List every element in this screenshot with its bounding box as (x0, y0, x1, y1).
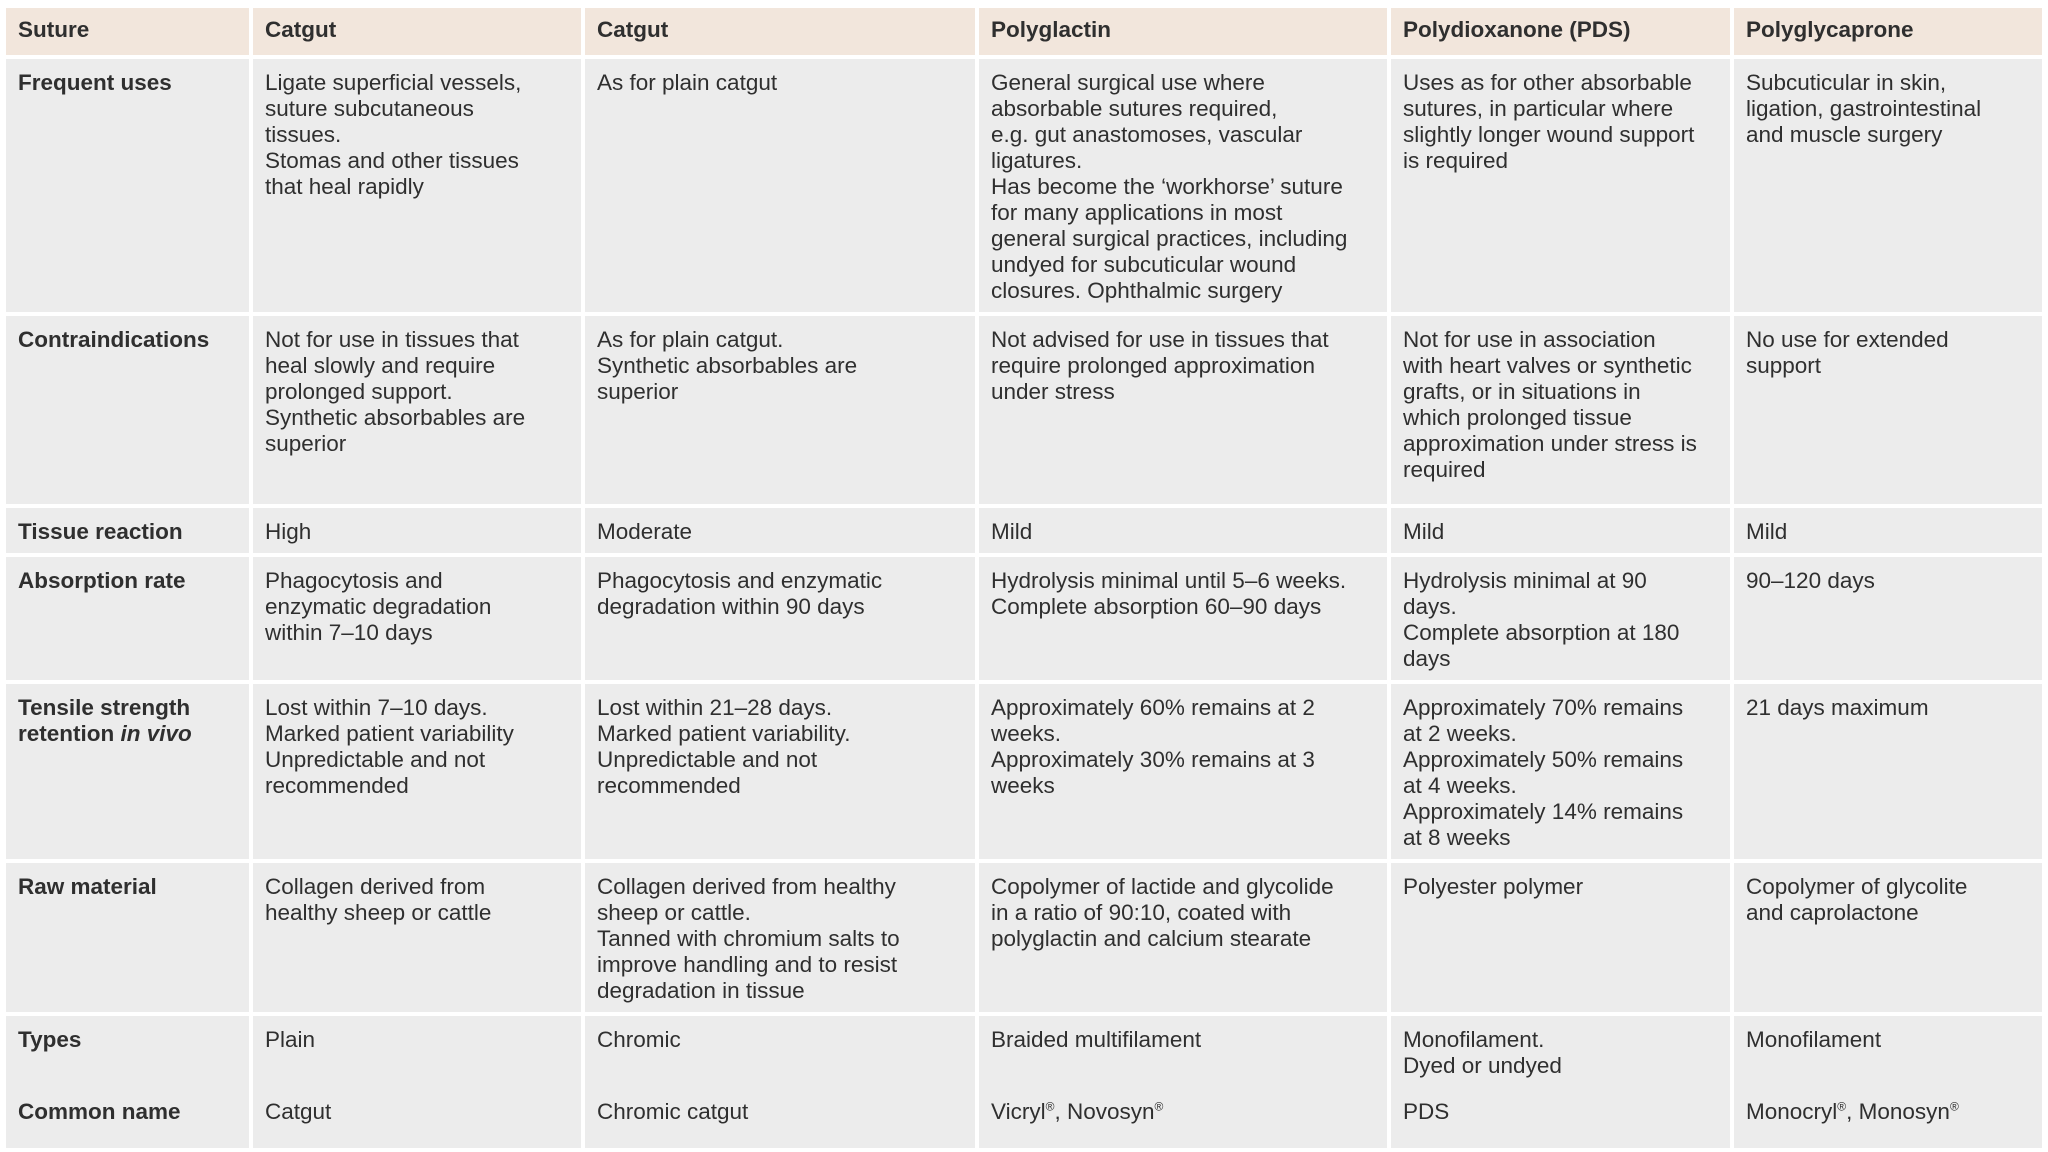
registered-mark: ® (1837, 1099, 1847, 1114)
row-common-name (6, 1088, 2042, 1148)
header-suture: Suture (6, 8, 251, 57)
brand-novosyn: , Novosyn (1054, 1099, 1155, 1124)
table-cell: Not advised for use in tissues that require prolonged approximation under stress (977, 314, 1389, 506)
table-cell: Chromic catgut (583, 1088, 977, 1148)
table-cell: 90–120 days (1732, 555, 2042, 682)
table-cell: Plain (251, 1014, 583, 1088)
row-contraindications (6, 314, 2042, 506)
brand-monocryl: Monocryl (1746, 1099, 1838, 1124)
table-cell: 21 days maximum (1732, 682, 2042, 861)
row-label: Raw material (6, 861, 251, 1014)
table-cell: Copolymer of glycolite and caprolactone (1732, 861, 2042, 1014)
row-types (6, 1014, 2042, 1088)
table-cell (1732, 1088, 2042, 1148)
table-cell: General surgical use where absorbable sutures required, e.g. gut anastomoses, vascular ligatures. Has become the ‘workhorse’ suture for many applications in most general surgical practices, including undyed for subcuticular wound closures. Ophthalmic surgery (977, 57, 1389, 314)
table-cell: Hydrolysis minimal until 5–6 weeks. Complete absorption 60–90 days (977, 555, 1389, 682)
row-label: Tensile strength retention in vivo (6, 682, 251, 861)
table-cell: Lost within 21–28 days. Marked patient variability. Unpredictable and not recommended (583, 682, 977, 861)
brand-monosyn: , Monosyn (1846, 1099, 1950, 1124)
header-catgut-plain: Catgut (251, 8, 583, 57)
table-cell: No use for extended support (1732, 314, 2042, 506)
table-cell: Monofilament (1732, 1014, 2042, 1088)
table-cell: Approximately 60% remains at 2 weeks. Approximately 30% remains at 3 weeks (977, 682, 1389, 861)
header-polyglycaprone: Polyglycaprone (1732, 8, 2042, 57)
table-cell: Uses as for other absorbable sutures, in particular where slightly longer wound support is required (1389, 57, 1732, 314)
table-cell: Catgut (251, 1088, 583, 1148)
row-label: Contraindications (6, 314, 251, 506)
table-cell: Chromic (583, 1014, 977, 1088)
brand-vicryl: Vicryl (991, 1099, 1046, 1124)
row-label: Types (6, 1014, 251, 1088)
table-cell: Hydrolysis minimal at 90 days. Complete absorption at 180 days (1389, 555, 1732, 682)
table-cell: As for plain catgut (583, 57, 977, 314)
row-label: Common name (6, 1088, 251, 1148)
table-cell: Lost within 7–10 days. Marked patient variability Unpredictable and not recommended (251, 682, 583, 861)
row-frequent-uses (6, 57, 2042, 314)
table-cell: Collagen derived from healthy sheep or cattle. Tanned with chromium salts to improve handling and to resist degradation in tissue (583, 861, 977, 1014)
registered-mark: ® (1949, 1099, 1959, 1114)
table-cell: Mild (977, 506, 1389, 555)
table-cell: Subcuticular in skin, ligation, gastrointestinal and muscle surgery (1732, 57, 2042, 314)
table-cell: Mild (1732, 506, 2042, 555)
suture-comparison-table-container (6, 8, 2042, 1144)
row-absorption-rate (6, 555, 2042, 682)
table-cell: Not for use in association with heart valves or synthetic grafts, or in situations in which prolonged tissue approximation under stress is required (1389, 314, 1732, 506)
row-label: Tissue reaction (6, 506, 251, 555)
header-row (6, 8, 2042, 57)
row-raw-material (6, 861, 2042, 1014)
suture-comparison-table (6, 8, 2042, 1148)
header-polydioxanone: Polydioxanone (PDS) (1389, 8, 1732, 57)
table-cell: Ligate superficial vessels, suture subcutaneous tissues. Stomas and other tissues that heal rapidly (251, 57, 583, 314)
row-tissue-reaction (6, 506, 2042, 555)
row-tensile-strength (6, 682, 2042, 861)
table-cell: Collagen derived from healthy sheep or cattle (251, 861, 583, 1014)
row-label: Frequent uses (6, 57, 251, 314)
table-cell: PDS (1389, 1088, 1732, 1148)
table-cell: Copolymer of lactide and glycolide in a ratio of 90:10, coated with polyglactin and calcium stearate (977, 861, 1389, 1014)
registered-mark: ® (1154, 1099, 1164, 1114)
row-label-italic: in vivo (120, 721, 192, 746)
table-cell: Not for use in tissues that heal slowly and require prolonged support. Synthetic absorbables are superior (251, 314, 583, 506)
row-label: Absorption rate (6, 555, 251, 682)
table-cell: Phagocytosis and enzymatic degradation within 7–10 days (251, 555, 583, 682)
registered-mark: ® (1045, 1099, 1055, 1114)
table-cell: Braided multifilament (977, 1014, 1389, 1088)
header-polyglactin: Polyglactin (977, 8, 1389, 57)
table-cell (977, 1088, 1389, 1148)
header-catgut-chromic: Catgut (583, 8, 977, 57)
table-cell: Phagocytosis and enzymatic degradation within 90 days (583, 555, 977, 682)
table-cell: High (251, 506, 583, 555)
table-cell: Monofilament. Dyed or undyed (1389, 1014, 1732, 1088)
table-cell: Mild (1389, 506, 1732, 555)
table-cell: Approximately 70% remains at 2 weeks. Approximately 50% remains at 4 weeks. Approximately 14% remains at 8 weeks (1389, 682, 1732, 861)
table-cell: Polyester polymer (1389, 861, 1732, 1014)
table-cell: As for plain catgut. Synthetic absorbables are superior (583, 314, 977, 506)
table-cell: Moderate (583, 506, 977, 555)
